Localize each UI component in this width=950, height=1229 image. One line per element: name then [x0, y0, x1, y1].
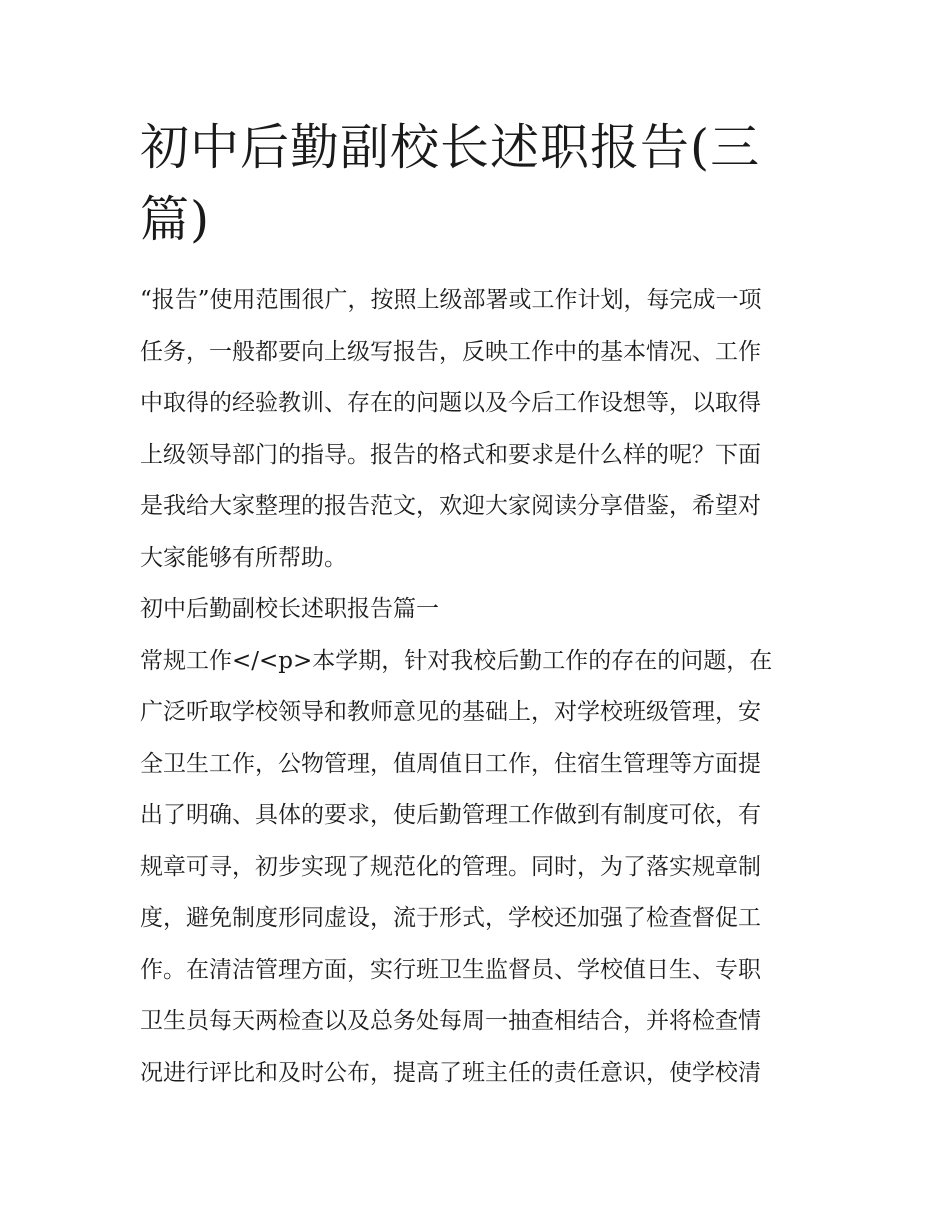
section-heading-text: 初中后勤副校长述职报告篇一 — [140, 596, 439, 622]
text-line: 卫生员每天两检查以及总务处每周一抽查相结合，并将检查情 — [140, 1008, 761, 1034]
page-title: 初中后勤副校长述职报告(三篇) — [140, 119, 761, 248]
text-line: 是我给大家整理的报告范文，欢迎大家阅读分享借鉴，希望对 — [140, 493, 761, 519]
section-heading — [140, 584, 812, 636]
text-line: 度，避免制度形同虚设，流于形式，学校还加强了检查督促工 — [140, 905, 761, 931]
text-line: 中取得的经验教训、存在的问题以及今后工作设想等，以取得 — [140, 390, 761, 416]
text-line: 广泛听取学校领导和教师意见的基础上，对学校班级管理，安 — [140, 699, 761, 725]
intro-paragraph — [140, 275, 812, 584]
text-line: 大家能够有所帮助。 — [140, 544, 347, 571]
document-body — [140, 275, 812, 1099]
body-paragraph — [140, 636, 812, 1100]
text-line: 任务，一般都要向上级写报告，反映工作中的基本情况、工作 — [140, 338, 761, 365]
text-line: 全卫生工作，公物管理，值周值日工作，住宿生管理等方面提 — [140, 750, 761, 777]
text-line: 常规工作</<p>本学期，针对我校后勤工作的存在的问题，在 — [140, 647, 773, 674]
text-line: 规章可寻，初步实现了规范化的管理。同时，为了落实规章制 — [140, 853, 761, 880]
text-line: 况进行评比和及时公布，提高了班主任的责任意识，使学校清 — [140, 1059, 761, 1086]
text-line: 作。在清洁管理方面，实行班卫生监督员、学校值日生、专职 — [140, 956, 761, 983]
text-line: 出了明确、具体的要求，使后勤管理工作做到有制度可依，有 — [140, 802, 761, 828]
text-line: 上级领导部门的指导。报告的格式和要求是什么样的呢？下面 — [140, 441, 761, 468]
text-line: “报告”使用范围很广，按照上级部署或工作计划，每完成一项 — [140, 287, 762, 313]
